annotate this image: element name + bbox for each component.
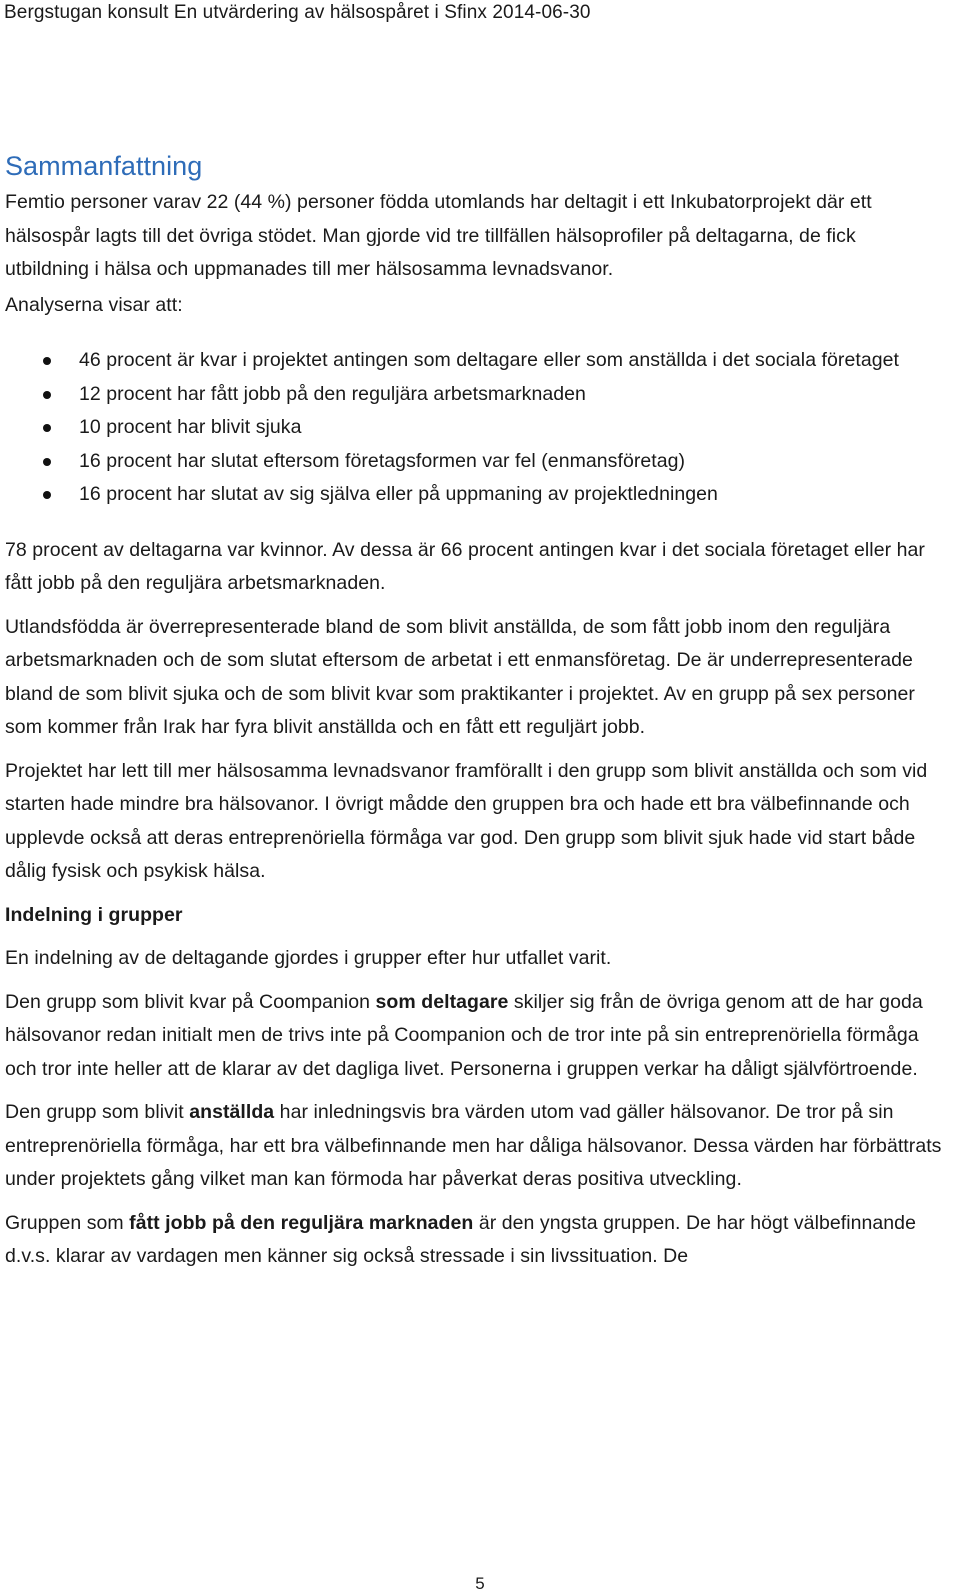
section-title: Sammanfattning: [5, 151, 203, 181]
health-paragraph: Projektet har lett till mer hälsosamma levnadsvanor framförallt i den grupp som blivit anställda och som vid starten hade mindre bra hälsovanor. I övrigt mådde den gruppen bra och hade ett bra välbefinnande och upplevde också att deras entreprenöriella förmåga var god. Den grupp som blivit sjuk hade vid start både dålig fysisk och psykisk hälsa.: [5, 759, 928, 882]
bullet-icon: [43, 357, 51, 365]
group-regular-jobs-paragraph: Gruppen som fått jobb på den reguljära marknaden är den yngsta gruppen. De har högt välbefinnande d.v.s. klarar av vardagen men känner sig också stressade i sin livssituation. De: [5, 1211, 916, 1267]
groups-intro: En indelning av de deltagande gjordes i grupper efter hur utfallet varit.: [5, 947, 612, 969]
women-paragraph: 78 procent av deltagarna var kvinnor. Av dessa är 66 procent antingen kvar i det sociala företaget eller har fått jobb på den reguljära arbetsmarknaden.: [5, 538, 925, 594]
list-item: 16 procent har slutat av sig själva eller på uppmaning av projektledningen: [5, 478, 945, 512]
groups-heading: Indelning i grupper: [5, 903, 183, 926]
list-item: 10 procent har blivit sjuka: [5, 411, 945, 445]
page-number: 5: [475, 1574, 485, 1593]
bullet-icon: [43, 424, 51, 432]
bullet-icon: [43, 458, 51, 466]
group-participants-paragraph: Den grupp som blivit kvar på Coompanion som deltagare skiljer sig från de övriga genom att de har goda hälsovanor redan initialt men de trivs inte på Coompanion och de tror inte på sin entreprenöriella förmåga och tror inte heller att de klarar av det dagliga livet. Personerna i gruppen verkar ha dåligt självförtroende.: [5, 990, 923, 1080]
list-item: 16 procent har slutat eftersom företagsformen var fel (enmansföretag): [5, 445, 945, 479]
list-item: 46 procent är kvar i projektet antingen som deltagare eller som anställda i det sociala företaget: [5, 344, 945, 378]
intro-paragraph: Femtio personer varav 22 (44 %) personer födda utomlands har deltagit i ett Inkubatorprojekt där ett hälsospår lagts till det övriga stödet. Man gjorde vid tre tillfällen hälsoprofiler på deltagarna, de fick utbildning i hälsa och uppmanades till mer hälsosamma levnadsvanor.: [5, 191, 872, 280]
bullet-icon: [43, 491, 51, 499]
list-item: 12 procent har fått jobb på den reguljära arbetsmarknaden: [5, 378, 945, 412]
group-employed-paragraph: Den grupp som blivit anställda har inledningsvis bra värden utom vad gäller hälsovanor. De tror på sin entreprenöriella förmåga, har ett bra välbefinnande men har dåliga hälsovanor. Dessa värden har förbättrats under projektets gång vilket man kan förmoda har påverkat deras positiva utveckling.: [5, 1101, 942, 1190]
analysis-lead: Analyserna visar att:: [5, 293, 183, 316]
document-body: [5, 148, 945, 1284]
page-header: Bergstugan konsult En utvärdering av hälsospåret i Sfinx 2014-06-30: [4, 2, 591, 23]
results-list: [5, 344, 945, 512]
foreign-born-paragraph: Utlandsfödda är överrepresenterade bland de som blivit anställda, de som fått jobb inom den reguljära arbetsmarknaden och de som slutat eftersom de arbetat i ett enmansföretag. De är underrepresenterade bland de som blivit sjuka och de som blivit kvar som praktikanter i projektet. Av en grupp på sex personer som kommer från Irak har fyra blivit anställda och en fått ett reguljärt jobb.: [5, 615, 915, 738]
bullet-icon: [43, 391, 51, 399]
